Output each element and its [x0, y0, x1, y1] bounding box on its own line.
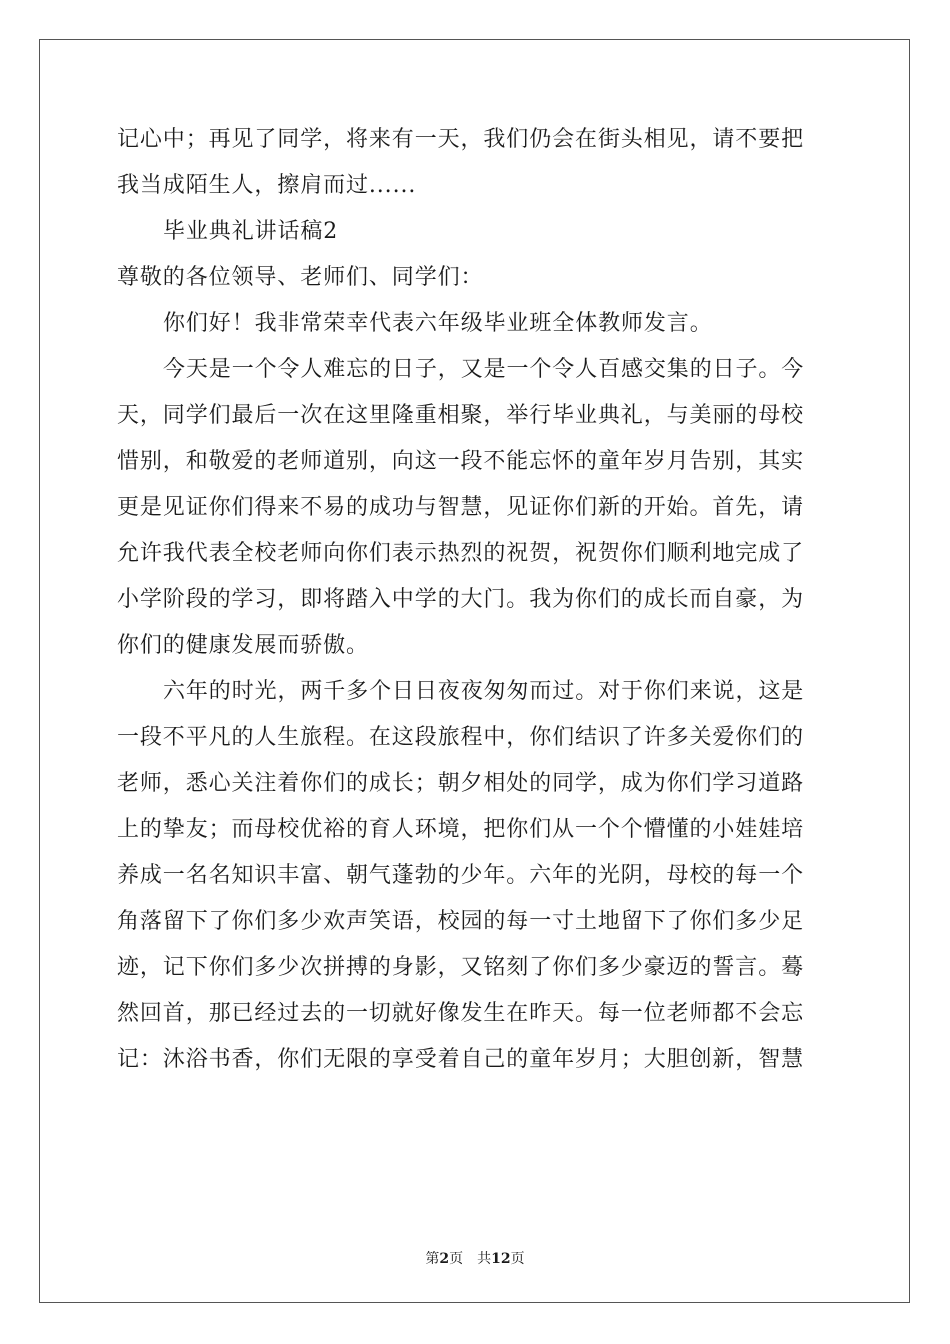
text-line: 你们的健康发展而骄傲。: [117, 633, 369, 658]
text-line: 更是见证你们得来不易的成功与智慧，见证你们新的开始。首先，请: [117, 495, 805, 520]
document-body: [117, 117, 833, 1083]
current-page-number: 2: [439, 1251, 450, 1267]
text-line: 记心中；再见了同学，将来有一天，我们仍会在街头相见，请不要把: [117, 127, 805, 152]
page-footer: [0, 1248, 950, 1268]
section-heading: 毕业典礼讲话稿2: [163, 219, 339, 244]
text-line: 上的挚友；而母校优裕的育人环境，把你们从一个个懵懂的小娃娃培: [117, 817, 805, 842]
text-line: 允许我代表全校老师向你们表示热烈的祝贺，祝贺你们顺利地完成了: [117, 541, 805, 566]
salutation: 尊敬的各位领导、老师们、同学们：: [117, 265, 484, 290]
text-line: 小学阶段的学习，即将踏入中学的大门。我为你们的成长而自豪，为: [117, 587, 805, 612]
text-line: 一段不平凡的人生旅程。在这段旅程中，你们结识了许多关爱你们的: [117, 725, 805, 750]
text-line: 六年的时光，两千多个日日夜夜匆匆而过。对于你们来说，这是: [163, 679, 805, 704]
text-line: 养成一名名知识丰富、朝气蓬勃的少年。六年的光阴，母校的每一个: [117, 863, 805, 888]
total-page-count: 12: [491, 1251, 511, 1267]
text-line: 今天是一个令人难忘的日子，又是一个令人百感交集的日子。今: [163, 357, 805, 382]
text-line: 我当成陌生人，擦肩而过......: [117, 173, 417, 198]
text-line: 你们好！我非常荣幸代表六年级毕业班全体教师发言。: [163, 311, 713, 336]
footer-prefix: 第: [425, 1251, 440, 1267]
text-line: 然回首，那已经过去的一切就好像发生在昨天。每一位老师都不会忘: [117, 1001, 805, 1026]
text-line: 角落留下了你们多少欢声笑语，校园的每一寸土地留下了你们多少足: [117, 909, 805, 934]
text-line: 惜别，和敬爱的老师道别，向这一段不能忘怀的童年岁月告别，其实: [117, 449, 805, 474]
footer-mid: 页 共: [449, 1251, 492, 1267]
text-line: 老师，悉心关注着你们的成长；朝夕相处的同学，成为你们学习道路: [117, 771, 805, 796]
text-line: 迹，记下你们多少次拼搏的身影，又铭刻了你们多少豪迈的誓言。蓦: [117, 955, 805, 980]
text-line: 记：沐浴书香，你们无限的享受着自己的童年岁月；大胆创新，智慧: [117, 1047, 805, 1072]
footer-suffix: 页: [510, 1251, 525, 1267]
text-line: 天，同学们最后一次在这里隆重相聚，举行毕业典礼，与美丽的母校: [117, 403, 805, 428]
